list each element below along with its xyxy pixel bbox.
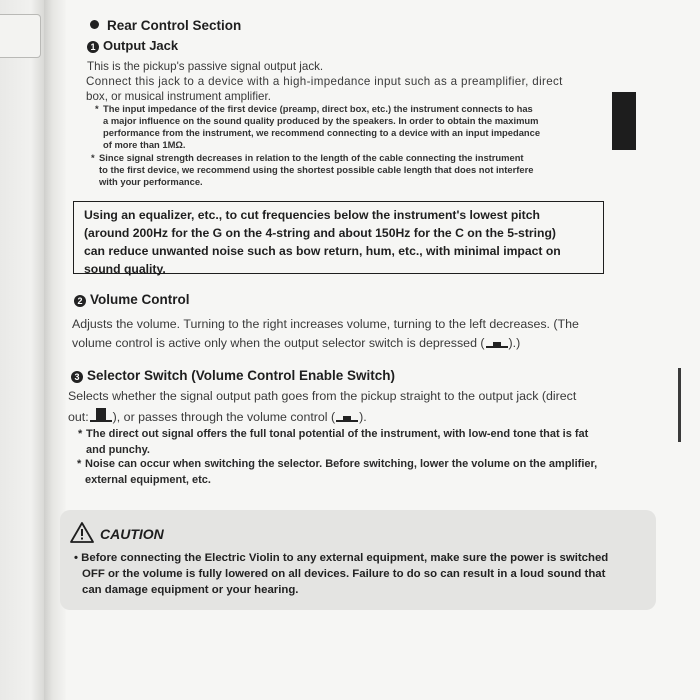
selector-text: ). bbox=[359, 410, 367, 424]
caution-heading bbox=[70, 522, 164, 546]
number-3-icon: 3 bbox=[71, 371, 83, 383]
caution-line: can damage equipment or your hearing. bbox=[82, 584, 299, 596]
note-line: to the first device, we recommend using the shortest possible cable length that does not interfere bbox=[99, 164, 534, 175]
selector-text: ), or passes through the volume control ( bbox=[112, 410, 336, 424]
note-asterisk: * bbox=[95, 103, 99, 114]
tip-box bbox=[73, 201, 604, 274]
output-jack-title: Output Jack bbox=[103, 38, 179, 53]
selector-switch-heading bbox=[71, 368, 395, 383]
selector-note-2 bbox=[77, 456, 645, 488]
number-1-icon: 1 bbox=[87, 41, 99, 53]
note-line: performance from the instrument, we recommend connecting to a device with an input impedance bbox=[103, 127, 541, 138]
note-line: Since signal strength decreases in relation to the length of the cable connecting the instrument bbox=[99, 152, 524, 163]
switch-depressed-icon bbox=[485, 336, 509, 355]
selector-switch-title: Selector Switch (Volume Control Enable Switch) bbox=[87, 368, 396, 383]
tip-line: Using an equalizer, etc., to cut frequencies below the instrument's lowest pitch bbox=[84, 208, 540, 222]
note-line: a major influence on the sound quality produced by the speakers. In order to obtain the maximum bbox=[103, 115, 539, 126]
output-jack-note-1 bbox=[95, 103, 623, 151]
output-jack-desc-3: box, or musical instrument amplifier. bbox=[86, 90, 271, 103]
volume-control-heading bbox=[74, 292, 190, 307]
output-jack-desc-1: This is the pickup's passive signal output jack. bbox=[87, 60, 324, 73]
note-line: external equipment, etc. bbox=[85, 474, 211, 486]
section-heading bbox=[90, 18, 241, 33]
caution-title: CAUTION bbox=[100, 526, 164, 542]
caution-body bbox=[74, 550, 648, 598]
note-line: with your performance. bbox=[99, 176, 203, 187]
volume-text: volume control is active only when the output selector switch is depressed ( bbox=[72, 336, 485, 350]
left-page-tab bbox=[0, 14, 41, 58]
tip-line: sound quality. bbox=[84, 262, 166, 276]
caution-line bbox=[74, 550, 648, 566]
caution-text: Before connecting the Electric Violin to any external equipment, make sure the power is switched bbox=[81, 552, 609, 564]
section-bullet-icon bbox=[90, 20, 99, 29]
selector-switch-line-1: Selects whether the signal output path goes from the pickup straight to the output jack (direct bbox=[68, 389, 577, 403]
page-edge-mark bbox=[678, 368, 681, 442]
bullet-icon: • bbox=[74, 552, 78, 564]
tip-line: (around 200Hz for the G on the 4-string and about 150Hz for the C on the 5-string) bbox=[84, 226, 556, 240]
note-asterisk: * bbox=[91, 152, 95, 163]
number-2-icon: 2 bbox=[74, 295, 86, 307]
volume-control-line-1: Adjusts the volume. Turning to the right increases volume, turning to the left decreases. (The bbox=[72, 317, 579, 331]
selector-text: out: bbox=[68, 410, 89, 424]
note-line: The input impedance of the first device (preamp, direct box, etc.) the instrument connects to has bbox=[103, 103, 533, 114]
volume-control-line-2 bbox=[72, 334, 520, 355]
output-jack-desc-2: Connect this jack to a device with a high-impedance input such as a preamplifier, direct bbox=[86, 75, 563, 88]
caution-line: OFF or the volume is fully lowered on all devices. Failure to do so can result in a loud sound that bbox=[82, 568, 606, 580]
section-heading-text: Rear Control Section bbox=[107, 18, 242, 33]
note-line: Noise can occur when switching the selector. Before switching, lower the volume on the amplifier, bbox=[85, 458, 598, 470]
note-asterisk: * bbox=[77, 458, 82, 470]
output-jack-heading bbox=[87, 38, 178, 53]
warning-triangle-icon bbox=[70, 522, 94, 546]
left-page-edge bbox=[0, 0, 45, 700]
volume-control-title: Volume Control bbox=[90, 292, 190, 307]
note-asterisk: * bbox=[78, 428, 83, 440]
note-line: of more than 1MΩ. bbox=[103, 139, 186, 150]
note-line: and punchy. bbox=[86, 444, 150, 456]
selector-note-1 bbox=[78, 426, 646, 458]
output-jack-note-2 bbox=[91, 152, 619, 188]
volume-text: ).) bbox=[508, 336, 521, 350]
note-line: The direct out signal offers the full tonal potential of the instrument, with low-end tone that is fat bbox=[86, 428, 589, 440]
tip-line: can reduce unwanted noise such as bow return, hum, etc., with minimal impact on bbox=[84, 244, 561, 258]
caution-box bbox=[60, 510, 656, 610]
